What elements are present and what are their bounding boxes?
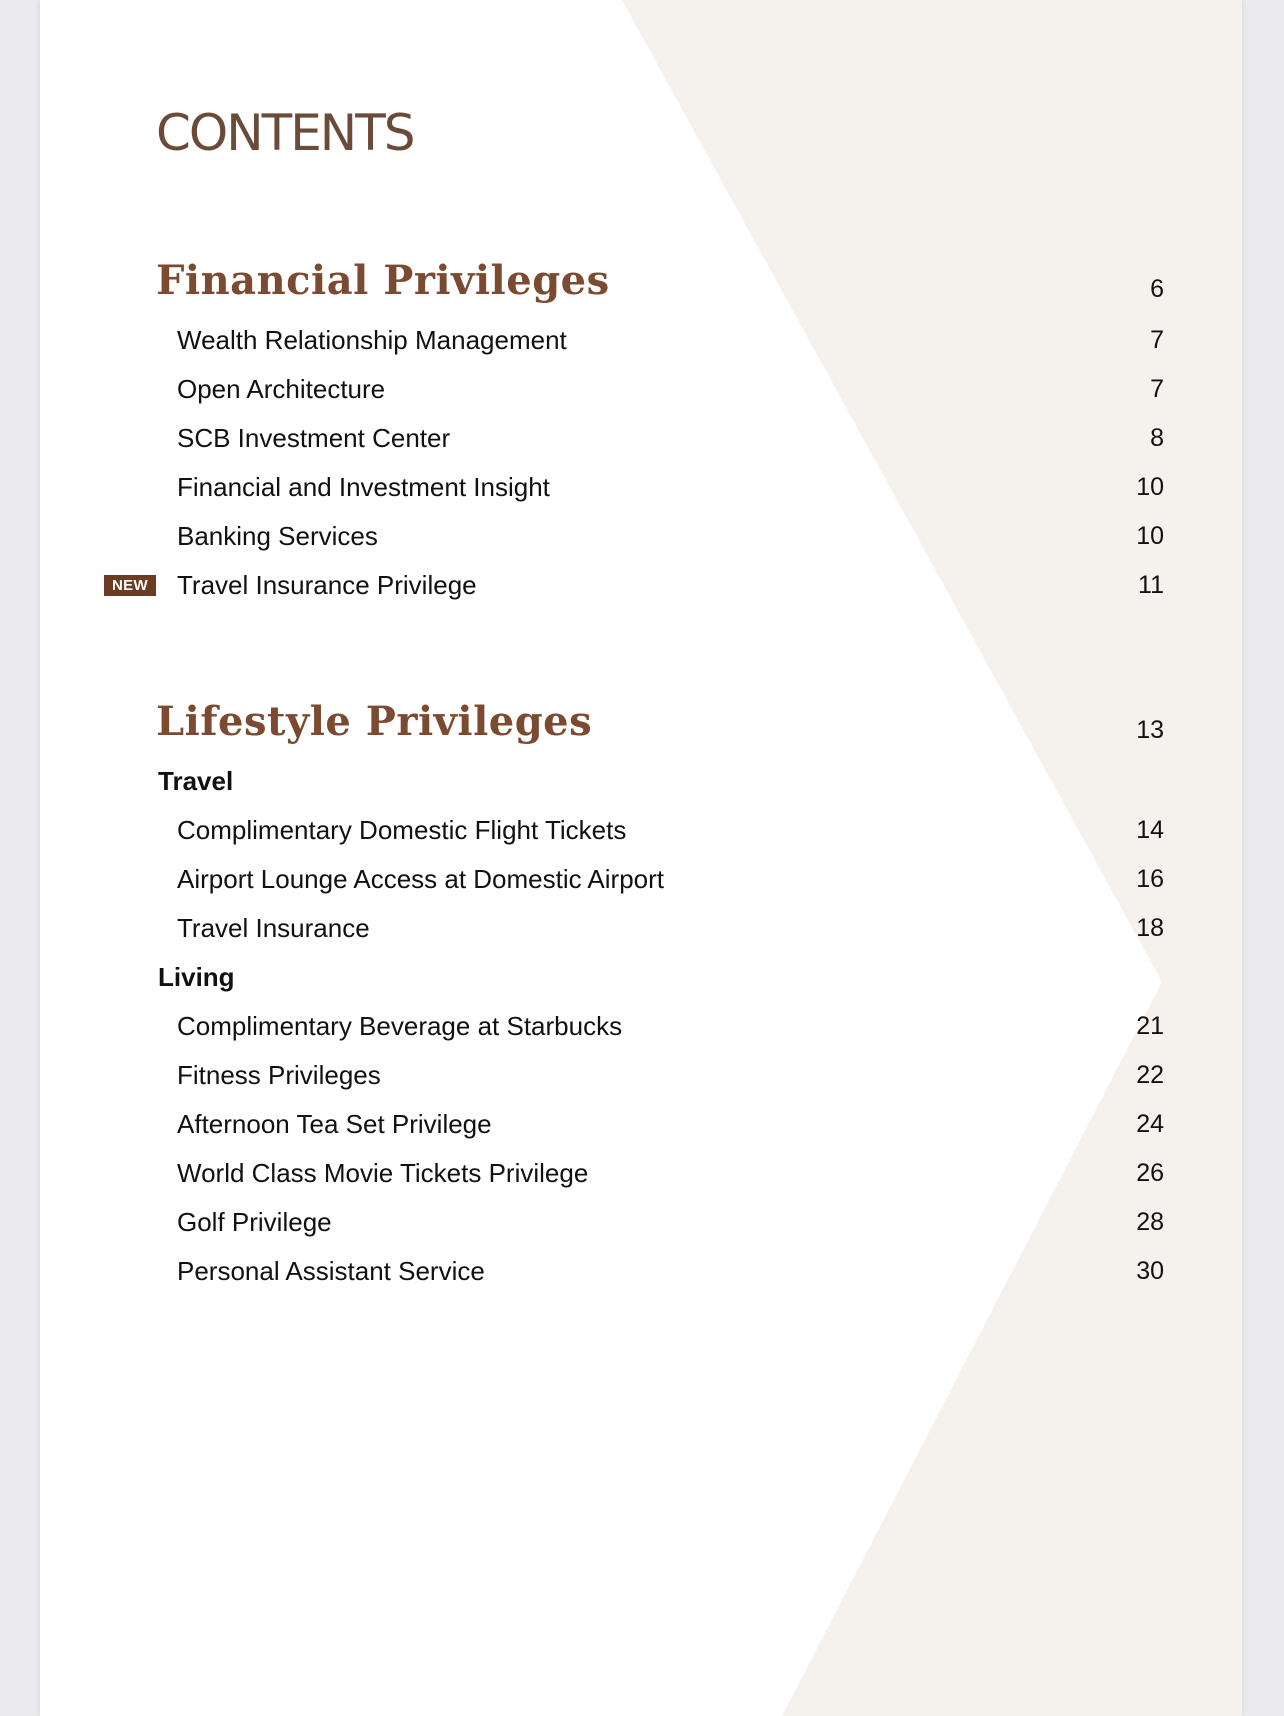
page-number: 22 (1136, 1061, 1164, 1089)
toc-entry-label: Travel Insurance Privilege (177, 570, 477, 600)
toc-entry[interactable] (40, 1103, 1242, 1143)
toc-entry-label: Afternoon Tea Set Privilege (177, 1109, 492, 1139)
page-number: 14 (1136, 816, 1164, 844)
page-number: 7 (1150, 326, 1164, 354)
toc-entry[interactable] (40, 466, 1242, 506)
toc-entry-label: Complimentary Domestic Flight Tickets (177, 815, 627, 845)
subheading-label: Travel (158, 766, 234, 796)
toc-entry[interactable] (40, 907, 1242, 947)
page-number: 26 (1136, 1159, 1164, 1187)
toc-entry[interactable] (40, 319, 1242, 359)
toc-entry-label: Personal Assistant Service (177, 1256, 485, 1286)
page-number: 21 (1136, 1012, 1164, 1040)
toc-entry-label: Travel Insurance (177, 913, 370, 943)
page-number: 30 (1136, 1257, 1164, 1285)
document-page (40, 0, 1242, 1716)
toc-entry-label: Airport Lounge Access at Domestic Airport (177, 864, 665, 894)
toc-entry[interactable] (40, 809, 1242, 849)
section-financial-privileges[interactable] (40, 257, 1242, 306)
page-number: 8 (1150, 424, 1164, 452)
toc-entry[interactable] (40, 1201, 1242, 1241)
toc-entry[interactable] (40, 564, 1242, 604)
page-title: CONTENTS (156, 104, 414, 162)
subheading-travel (40, 760, 1242, 800)
section-lifestyle-privileges[interactable] (40, 698, 1242, 747)
toc-entry-label: Fitness Privileges (177, 1060, 381, 1090)
toc-entry[interactable] (40, 858, 1242, 898)
toc-entry-label: Complimentary Beverage at Starbucks (177, 1011, 623, 1041)
page-number: 24 (1136, 1110, 1164, 1138)
page-number: 10 (1136, 522, 1164, 550)
toc-entry-label: Open Architecture (177, 374, 386, 404)
toc-entry[interactable] (40, 515, 1242, 555)
toc-entry[interactable] (40, 1005, 1242, 1045)
page-number: 6 (1150, 275, 1164, 303)
toc-entry[interactable] (40, 1250, 1242, 1290)
toc-entry[interactable] (40, 1152, 1242, 1192)
subheading-label: Living (158, 962, 235, 992)
toc-entry-label: Banking Services (177, 521, 378, 551)
section-title: Financial Privileges (156, 257, 610, 304)
toc-entry-label: World Class Movie Tickets Privilege (177, 1158, 589, 1188)
toc-entry[interactable] (40, 1054, 1242, 1094)
page-number: 10 (1136, 473, 1164, 501)
toc-entry-label: SCB Investment Center (177, 423, 451, 453)
toc-entry[interactable] (40, 368, 1242, 408)
page-number: 13 (1136, 716, 1164, 744)
subheading-living (40, 956, 1242, 996)
toc-entry[interactable] (40, 417, 1242, 457)
page-number: 18 (1136, 914, 1164, 942)
new-badge: NEW (104, 575, 156, 596)
page-number: 28 (1136, 1208, 1164, 1236)
page-number: 7 (1150, 375, 1164, 403)
page-number: 16 (1136, 865, 1164, 893)
toc-entry-label: Wealth Relationship Management (177, 325, 567, 355)
toc-entry-label: Financial and Investment Insight (177, 472, 550, 502)
section-title: Lifestyle Privileges (156, 698, 593, 745)
toc-entry-label: Golf Privilege (177, 1207, 332, 1237)
page-number: 11 (1138, 571, 1164, 599)
